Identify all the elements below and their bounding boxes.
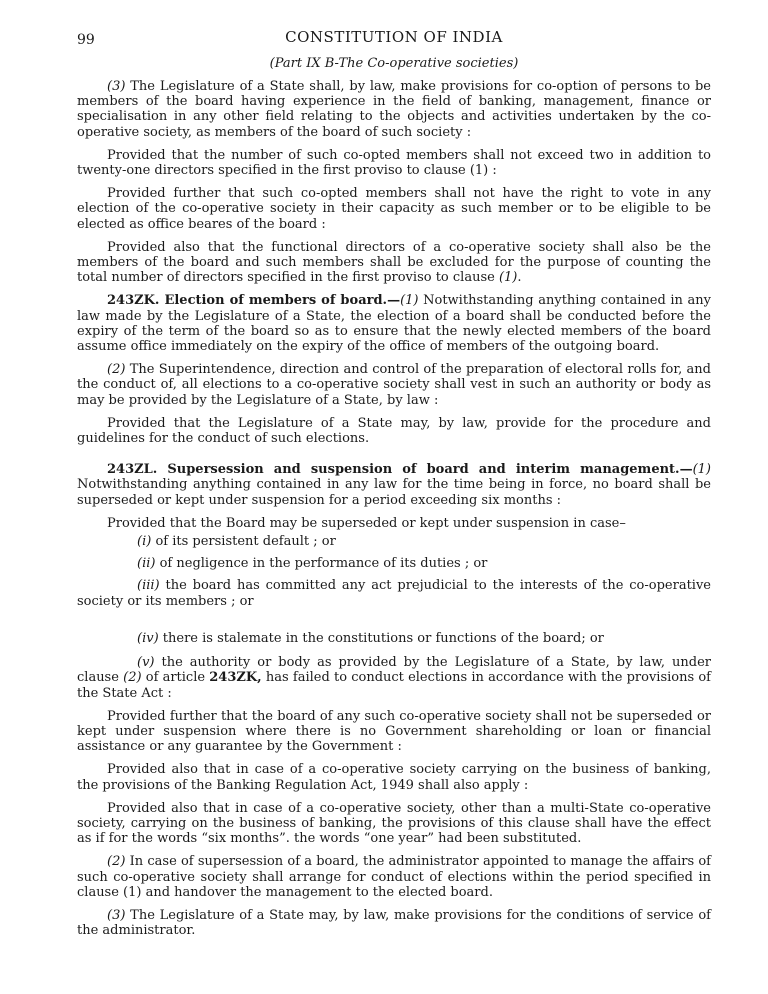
paragraph-text: Provided that the Board may be superseded or kept under suspension in case– (107, 515, 626, 531)
proviso-paragraph (77, 516, 711, 531)
item-number: (iv) (137, 630, 159, 646)
paragraph-text: The Legislature of a State may, by law, make provisions for the conditions of service of the administrator. (77, 907, 711, 939)
paragraph-clause-3 (77, 79, 711, 140)
article-reference: 243ZK, (209, 670, 262, 686)
proviso-paragraph (77, 762, 711, 792)
proviso-paragraph (77, 416, 711, 446)
paragraph-text: Provided further that the board of any such co-operative society shall not be superseded or kept under suspension where there is no Government shareholding or loan or financial assistance or any guarantee by the Government : (77, 708, 711, 755)
paragraph-text: The Superintendence, direction and control of the preparation of electoral rolls for, and the conduct of, all elections to a co-operative society shall vest in such an authority or body as may be provided by the Legislature of a State, by law : (77, 362, 711, 408)
proviso-paragraph (77, 709, 711, 755)
item-text: the authority or body as provided by the Legislature of a State, by law, under clause (77, 655, 711, 686)
proviso-paragraph (77, 186, 711, 232)
item-number: (ii) (137, 556, 156, 572)
paragraph-text: Provided that the number of such co-opted members shall not exceed two in addition to twenty-one directors specified in the first proviso to clause (1) : (77, 147, 711, 179)
section-heading: 243ZL. Supersession and suspension of board and interim management.— (107, 462, 693, 478)
item-text: of negligence in the performance of its duties ; or (155, 556, 488, 572)
proviso-paragraph (77, 801, 711, 847)
paragraph-text: Provided also that in case of a co-operative society carrying on the business of banking, the provisions of the Banking Regulation Act, 1949 shall also apply : (77, 762, 711, 793)
proviso-paragraph (77, 148, 711, 178)
paragraph-clause-2 (77, 854, 711, 900)
list-item (77, 578, 711, 608)
item-text: there is stalemate in the constitutions or functions of the board; or (158, 630, 604, 646)
clause-reference: (1) (498, 270, 518, 286)
section-heading: 243ZK. Election of members of board.— (107, 293, 401, 309)
item-text: the board has committed any act prejudicial to the interests of the co-operative society or its members ; or (77, 578, 711, 609)
clause-number: (1) (692, 462, 711, 478)
item-number: (iii) (137, 578, 160, 594)
paragraph-text: Provided further that such co-opted members shall not have the right to vote in any election of the co-operative society in their capacity as such member or to be eligible to be elected as office beares of the board : (77, 186, 711, 232)
paragraph-text: In case of supersession of a board, the administrator appointed to manage the affairs of such co-operative society shall arrange for conduct of elections within the period specified in clause (1) and handover the management to the elected board. (77, 854, 711, 900)
paragraph-clause-3 (77, 908, 711, 938)
section-243zk (77, 293, 711, 354)
document-page (77, 28, 711, 946)
page-number: 99 (77, 32, 95, 48)
paragraph-text: Provided also that the functional directors of a co-operative society shall also be the members of the board and such members shall be excluded for the purpose of counting the total number of directors specified in the first proviso to clause (77, 239, 711, 286)
clause-number: (2) (107, 362, 126, 378)
clause-number: (3) (107, 79, 126, 94)
item-text: of article (141, 670, 210, 686)
clause-number: (3) (107, 907, 126, 923)
paragraph-text: Notwithstanding anything contained in any law for the time being in force, no board shall be superseded or kept under suspension for a period exceeding six months : (77, 477, 711, 508)
item-text: has failed to conduct elections in accordance with the provisions of the State Act : (77, 670, 711, 701)
clause-number: (2) (107, 854, 126, 870)
paragraph-text: Provided also that in case of a co-operative society, other than a multi-State co-operative society, carrying on the business of banking, the provisions of this clause shall have the effect as if for the words “six months”. the words “one year” had been substituted. (77, 800, 711, 847)
list-item (77, 534, 711, 549)
list-item (77, 631, 711, 646)
list-item (77, 556, 711, 571)
paragraph-text: Notwithstanding anything contained in any law made by the Legislature of a State, the election of a board shall be conducted before the expiry of the term of the board so as to ensure that the newly elected members of the board assume office immediately on the expiry of the office of members of the outgoing board. (77, 293, 712, 355)
clause-number: (1) (400, 293, 419, 309)
paragraph-text: The Legislature of a State shall, by law, make provisions for co-option of persons to be members of the board having experience in the field of banking, management, finance or specialisation in any other field relating to the objects and activities undertaken by the co-operative society, as members of the board of such society : (77, 79, 711, 140)
item-text: of its persistent default ; or (151, 534, 336, 550)
section-243zl (77, 462, 711, 508)
clause-reference: (2) (123, 670, 142, 686)
running-title: CONSTITUTION OF INDIA (285, 28, 503, 46)
paragraph-clause-2 (77, 362, 711, 408)
part-title: (Part IX B-The Co-operative societies) (269, 56, 519, 71)
proviso-paragraph (77, 240, 711, 286)
paragraph-text: . (517, 270, 522, 286)
item-number: (i) (137, 534, 152, 550)
item-number: (v) (137, 655, 155, 671)
paragraph-text: Provided that the Legislature of a State may, by law, provide for the procedure and guidelines for the conduct of such elections. (77, 415, 711, 447)
list-item (77, 655, 711, 701)
page-header (77, 28, 711, 50)
